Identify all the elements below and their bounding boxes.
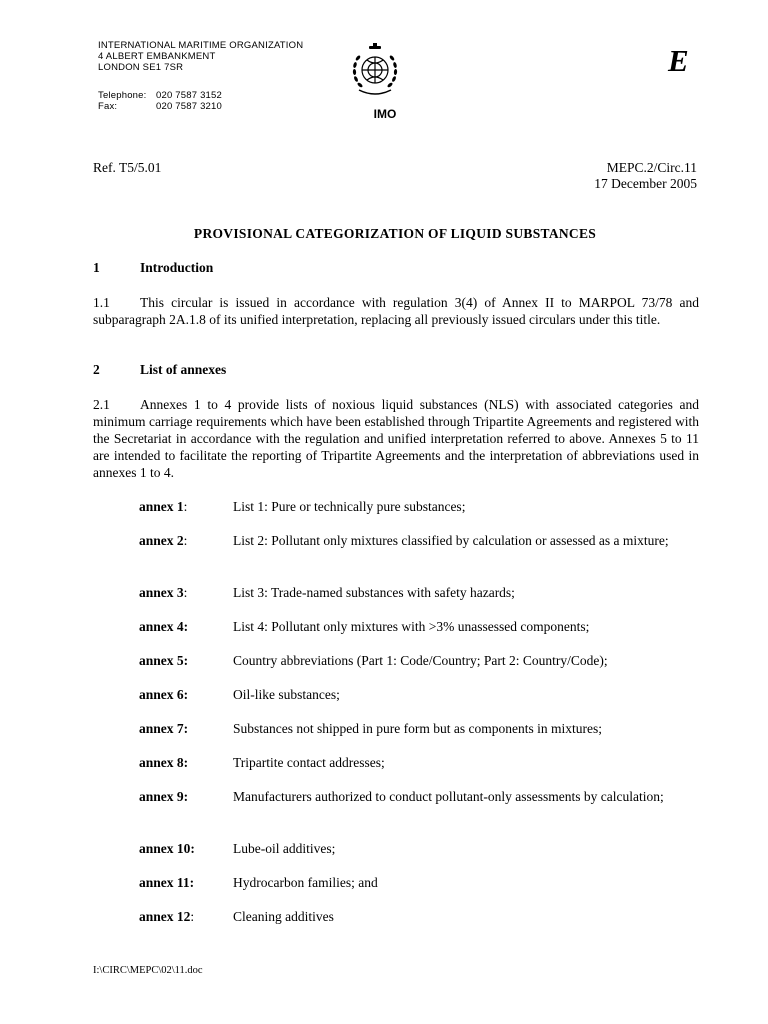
fax-label: Fax: bbox=[98, 101, 118, 112]
telephone-number: 020 7587 3152 bbox=[156, 90, 222, 101]
document-meta bbox=[594, 160, 697, 192]
annex-item bbox=[139, 908, 699, 925]
annex-item bbox=[139, 584, 699, 601]
fax-number: 020 7587 3210 bbox=[156, 101, 222, 112]
annex-label: annex 3 bbox=[139, 585, 184, 600]
annex-item bbox=[139, 788, 699, 805]
fax-row bbox=[98, 101, 303, 112]
telephone-row bbox=[98, 90, 303, 101]
annex-description: Lube-oil additives; bbox=[233, 841, 336, 856]
paragraph-number: 2.1 bbox=[93, 397, 110, 412]
annex-item bbox=[139, 652, 699, 669]
paragraph-1-1 bbox=[93, 294, 699, 328]
annex-description: Tripartite contact addresses; bbox=[233, 755, 385, 770]
annex-description: List 1: Pure or technically pure substances; bbox=[233, 499, 466, 514]
annex-description: Country abbreviations (Part 1: Code/Country; Part 2: Country/Code); bbox=[233, 653, 608, 668]
org-name: INTERNATIONAL MARITIME ORGANIZATION bbox=[98, 40, 304, 51]
annex-label: annex 10: bbox=[139, 841, 195, 856]
section-title: Introduction bbox=[140, 260, 214, 275]
paragraph-text: This circular is issued in accordance with regulation 3(4) of Annex II to MARPOL 73/78 and subparagraph 2A.1.8 of its unified interpretation, replacing all previously issued circulars under this title. bbox=[93, 295, 699, 327]
annex-description: Hydrocarbon families; and bbox=[233, 875, 378, 890]
annex-label: annex 1 bbox=[139, 499, 184, 514]
annex-label: annex 8: bbox=[139, 755, 189, 770]
section-title: List of annexes bbox=[140, 362, 227, 377]
paragraph-text: Annexes 1 to 4 provide lists of noxious liquid substances (NLS) with associated categories and minimum carriage requirements which have been established through Tripartite Agreements and registered with the Secretariat in accordance with the regulation and unified interpretation referred to above. Annexes 5 to 11 are intended to facilitate the reporting of Tripartite Agreements and the interpretation of abbreviations used in annexes 1 to 4. bbox=[93, 397, 699, 480]
annex-description: Oil-like substances; bbox=[233, 687, 340, 702]
annex-label: annex 6: bbox=[139, 687, 189, 702]
section-number: 1 bbox=[93, 260, 100, 275]
annex-item bbox=[139, 720, 699, 737]
annex-item bbox=[139, 874, 699, 891]
annex-label: annex 11: bbox=[139, 875, 195, 890]
document-title: PROVISIONAL CATEGORIZATION OF LIQUID SUBSTANCES bbox=[193, 226, 597, 241]
annex-label: annex 12 bbox=[139, 909, 191, 924]
org-address-line1: 4 ALBERT EMBANKMENT bbox=[98, 51, 216, 62]
annex-colon: : bbox=[183, 499, 188, 514]
section-number: 2 bbox=[93, 362, 100, 377]
annex-label: annex 7: bbox=[139, 721, 189, 736]
annex-colon: : bbox=[190, 909, 195, 924]
document-number: MEPC.2/Circ.11 bbox=[606, 160, 697, 175]
annex-colon: : bbox=[183, 533, 188, 548]
un-emblem-icon bbox=[347, 40, 403, 100]
annex-item bbox=[139, 754, 699, 771]
annex-label: annex 5: bbox=[139, 653, 189, 668]
annex-description: Substances not shipped in pure form but as components in mixtures; bbox=[233, 721, 602, 736]
org-address-block bbox=[98, 40, 303, 112]
annex-colon: : bbox=[183, 585, 188, 600]
annex-item bbox=[139, 618, 699, 635]
org-address-line2: LONDON SE1 7SR bbox=[98, 62, 184, 73]
telephone-label: Telephone: bbox=[98, 90, 147, 101]
annex-label: annex 4: bbox=[139, 619, 189, 634]
paragraph-number: 1.1 bbox=[93, 295, 110, 310]
paragraph-2-1 bbox=[93, 396, 699, 481]
annex-description: Manufacturers authorized to conduct pollutant-only assessments by calculation; bbox=[233, 789, 664, 804]
annex-item bbox=[139, 686, 699, 703]
annex-label: annex 9: bbox=[139, 789, 189, 804]
annex-item bbox=[139, 532, 699, 549]
language-mark: E bbox=[668, 43, 689, 78]
section-heading-list-of-annexes bbox=[93, 362, 226, 378]
section-heading-introduction bbox=[93, 260, 213, 276]
file-path-footer: I:\CIRC\MEPC\02\11.doc bbox=[93, 965, 203, 976]
annex-label: annex 2 bbox=[139, 533, 184, 548]
document-date: 17 December 2005 bbox=[594, 176, 697, 191]
annex-description: List 4: Pollutant only mixtures with >3% unassessed components; bbox=[233, 619, 590, 634]
annex-item bbox=[139, 840, 699, 857]
imo-logo-text: IMO bbox=[373, 107, 397, 121]
annex-description: List 3: Trade-named substances with safety hazards; bbox=[233, 585, 515, 600]
reference-number: Ref. T5/5.01 bbox=[93, 160, 162, 175]
annex-item bbox=[139, 498, 699, 515]
annex-description: List 2: Pollutant only mixtures classified by calculation or assessed as a mixture; bbox=[233, 533, 669, 548]
annex-description: Cleaning additives bbox=[233, 909, 334, 924]
